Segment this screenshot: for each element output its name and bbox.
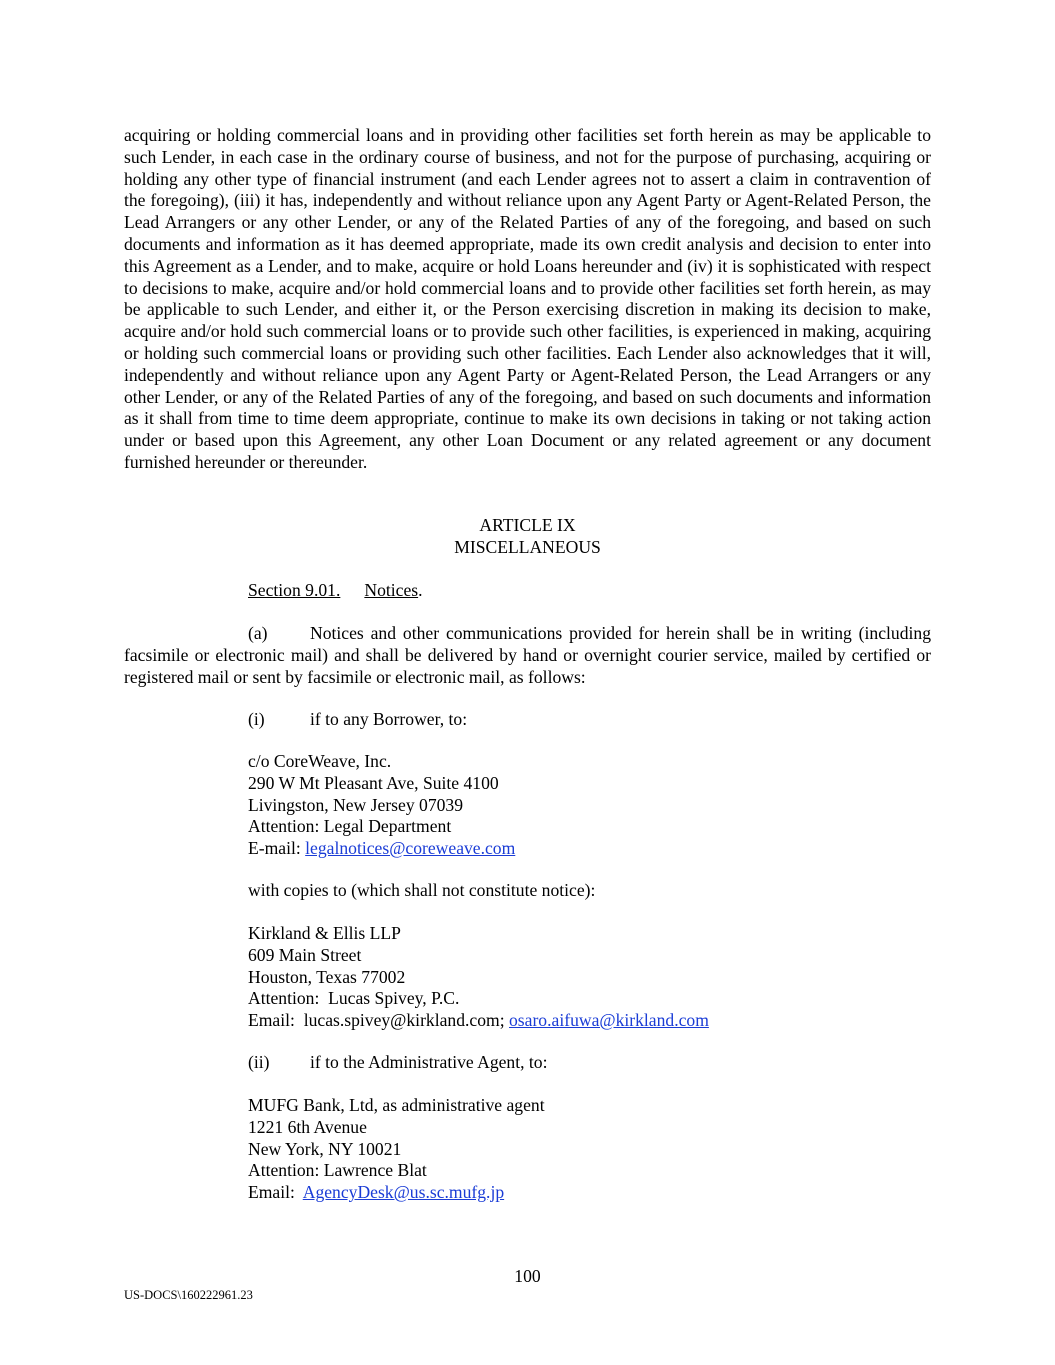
counsel-address	[248, 923, 709, 1032]
copies-text: with copies to (which shall not constitute notice):	[248, 880, 596, 900]
agent-line4: Attention: Lawrence Blat	[248, 1160, 427, 1181]
borrower-line1: c/o CoreWeave, Inc.	[248, 751, 392, 771]
item-i-text: if to any Borrower, to:	[310, 709, 468, 729]
paragraph-a-label: (a)	[248, 623, 268, 643]
agent-email-label: Email:	[248, 1182, 303, 1203]
counsel-email-row	[248, 1010, 709, 1032]
borrower-email-label: E-mail:	[248, 838, 306, 859]
item-ii-text: if to the Administrative Agent, to:	[310, 1052, 548, 1072]
item-ii-label: (ii)	[248, 1052, 270, 1072]
section-number: Section 9.01.	[248, 580, 341, 600]
borrower-address	[248, 751, 515, 860]
agent-email-link[interactable]: AgencyDesk@us.sc.mufg.jp	[302, 1182, 505, 1203]
counsel-line4: Attention: Lucas Spivey, P.C.	[248, 988, 460, 1009]
paragraph-a	[124, 623, 931, 688]
borrower-line4: Attention: Legal Department	[248, 816, 452, 837]
section-title: Notices	[364, 580, 419, 600]
agent-line3: New York, NY 10021	[248, 1138, 402, 1159]
borrower-email-row	[248, 838, 515, 860]
page-number: 100	[514, 1266, 541, 1286]
item-i-label: (i)	[248, 709, 265, 729]
opening-paragraph: acquiring or holding commercial loans and in providing other facilities set forth herein as may be applicable to such Lender, in each case in the ordinary course of business, and not for the purpose of purchasing, acquiring or holding any other type of financial instrument (and each Lender agrees not to assert a claim in contravention of the foregoing), (iii) it has, independently and without reliance upon any Agent Party or Agent-Related Person, the Lead Arrangers or any other Lender, or any of the Related Parties of any of the foregoing, and based on such documents and information as it has deemed appropriate, made its own credit analysis and decision to enter into this Agreement as a Lender, and to make, acquire or hold Loans hereunder and (iv) it is sophisticated with respect to decisions to make, acquire and/or hold commercial loans and to provide other facilities set forth herein, as may be applicable to such Lender, and either it, or the Person exercising discretion in making its decision to make, acquire and/or hold such commercial loans or to provide such other facilities, is experienced in making, acquiring or holding such commercial loans or providing such other facilities. Each Lender also acknowledges that it will, independently and without reliance upon any Agent Party or Agent-Related Person, the Lead Arrangers or any other Lender, or any of the Related Parties of any of the foregoing, and based on such documents and information as it shall from time to time deem appropriate, continue to make its own decisions in taking or not taking action under or based upon this Agreement, any other Loan Document or any related agreement or any document furnished hereunder or thereunder.	[124, 125, 931, 472]
counsel-email-1: lucas.spivey@kirkland.com;	[303, 1010, 509, 1031]
agent-line1: MUFG Bank, Ltd, as administrative agent	[248, 1095, 545, 1115]
item-i	[248, 709, 467, 731]
counsel-email-label: Email:	[248, 1010, 304, 1031]
borrower-email-link[interactable]: legalnotices@coreweave.com	[305, 838, 516, 859]
counsel-line3: Houston, Texas 77002	[248, 966, 406, 987]
borrower-line2: 290 W Mt Pleasant Ave, Suite 4100	[248, 772, 499, 793]
section-heading	[248, 580, 423, 602]
article-title: MISCELLANEOUS	[454, 537, 601, 557]
agent-line2: 1221 6th Avenue	[248, 1116, 367, 1137]
counsel-line2: 609 Main Street	[248, 944, 362, 965]
counsel-email-link[interactable]: osaro.aifuwa@kirkland.com	[509, 1010, 709, 1031]
paragraph-a-text: Notices and other communications provided for herein shall be in writing (including facsimile or electronic mail) and shall be delivered by hand or overnight courier service, mailed by certified or registered mail or sent by facsimile or electronic mail, as follows:	[124, 623, 931, 687]
section-title-suffix: .	[418, 580, 423, 600]
agent-address	[248, 1095, 545, 1204]
counsel-line1: Kirkland & Ellis LLP	[248, 923, 401, 943]
article-number: ARTICLE IX	[479, 515, 576, 535]
item-ii	[248, 1052, 548, 1074]
borrower-line3: Livingston, New Jersey 07039	[248, 794, 464, 815]
document-id: US-DOCS\160222961.23	[124, 1288, 253, 1302]
agent-email-row	[248, 1182, 545, 1204]
